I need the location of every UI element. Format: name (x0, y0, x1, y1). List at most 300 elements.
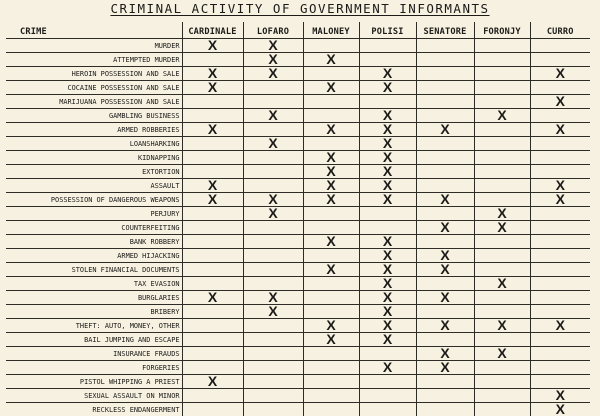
cell-senatore (416, 403, 474, 416)
cell-maloney (303, 263, 359, 277)
cell-cardinale (182, 263, 243, 277)
cell-senatore (416, 235, 474, 249)
cell-curro (530, 207, 590, 221)
x-mark: X (326, 81, 335, 93)
informant-header-curro: CURRO (530, 22, 590, 39)
cell-cardinale (182, 165, 243, 179)
cell-curro (530, 39, 590, 53)
x-mark: X (383, 249, 392, 261)
cell-senatore (416, 207, 474, 221)
crime-label: FORGERIES (6, 361, 182, 375)
table-row (6, 95, 590, 109)
cell-lofaro (243, 291, 303, 305)
x-mark: X (383, 67, 392, 79)
x-mark: X (326, 123, 335, 135)
table-row (6, 235, 590, 249)
cell-maloney (303, 249, 359, 263)
cell-curro (530, 165, 590, 179)
cell-lofaro (243, 165, 303, 179)
x-mark: X (497, 277, 506, 289)
cell-cardinale (182, 333, 243, 347)
cell-senatore (416, 375, 474, 389)
table-row (6, 179, 590, 193)
crime-label: BANK ROBBERY (6, 235, 182, 249)
x-mark: X (497, 221, 506, 233)
cell-senatore (416, 151, 474, 165)
crime-label: EXTORTION (6, 165, 182, 179)
x-mark: X (383, 179, 392, 191)
cell-cardinale (182, 137, 243, 151)
cell-curro (530, 375, 590, 389)
x-mark: X (326, 193, 335, 205)
cell-maloney (303, 67, 359, 81)
cell-maloney (303, 179, 359, 193)
table-row (6, 375, 590, 389)
cell-foronjy (474, 95, 530, 109)
cell-polisi (359, 249, 416, 263)
cell-senatore (416, 333, 474, 347)
x-mark: X (208, 123, 217, 135)
cell-maloney (303, 347, 359, 361)
cell-lofaro (243, 403, 303, 416)
table-row (6, 151, 590, 165)
cell-foronjy (474, 221, 530, 235)
cell-senatore (416, 249, 474, 263)
cell-lofaro (243, 193, 303, 207)
cell-foronjy (474, 151, 530, 165)
x-mark: X (383, 81, 392, 93)
cell-senatore (416, 95, 474, 109)
cell-polisi (359, 95, 416, 109)
table-row (6, 333, 590, 347)
cell-maloney (303, 165, 359, 179)
cell-lofaro (243, 305, 303, 319)
x-mark: X (326, 319, 335, 331)
cell-curro (530, 123, 590, 137)
cell-cardinale (182, 193, 243, 207)
cell-curro (530, 235, 590, 249)
cell-polisi (359, 263, 416, 277)
cell-lofaro (243, 361, 303, 375)
x-mark: X (440, 291, 449, 303)
cell-cardinale (182, 39, 243, 53)
cell-cardinale (182, 305, 243, 319)
cell-cardinale (182, 53, 243, 67)
cell-maloney (303, 333, 359, 347)
x-mark: X (268, 305, 277, 317)
cell-curro (530, 291, 590, 305)
cell-maloney (303, 277, 359, 291)
cell-senatore (416, 347, 474, 361)
cell-curro (530, 67, 590, 81)
cell-curro (530, 319, 590, 333)
cell-cardinale (182, 347, 243, 361)
x-mark: X (383, 319, 392, 331)
informant-header-senatore: SENATORE (416, 22, 474, 39)
x-mark: X (326, 263, 335, 275)
cell-polisi (359, 39, 416, 53)
cell-curro (530, 221, 590, 235)
cell-cardinale (182, 81, 243, 95)
cell-cardinale (182, 291, 243, 305)
table-row (6, 291, 590, 305)
cell-polisi (359, 151, 416, 165)
table-row (6, 347, 590, 361)
cell-curro (530, 403, 590, 416)
x-mark: X (208, 375, 217, 387)
cell-lofaro (243, 207, 303, 221)
cell-polisi (359, 319, 416, 333)
cell-cardinale (182, 179, 243, 193)
x-mark: X (440, 123, 449, 135)
x-mark: X (326, 179, 335, 191)
table-row (6, 81, 590, 95)
cell-cardinale (182, 109, 243, 123)
table-row (6, 389, 590, 403)
x-mark: X (556, 389, 565, 401)
cell-foronjy (474, 403, 530, 416)
crime-label: PERJURY (6, 207, 182, 221)
cell-cardinale (182, 375, 243, 389)
x-mark: X (383, 291, 392, 303)
table-row (6, 109, 590, 123)
cell-lofaro (243, 137, 303, 151)
cell-polisi (359, 193, 416, 207)
informant-header-cardinale: CARDINALE (182, 22, 243, 39)
x-mark: X (268, 207, 277, 219)
cell-lofaro (243, 39, 303, 53)
cell-senatore (416, 361, 474, 375)
cell-lofaro (243, 375, 303, 389)
x-mark: X (383, 193, 392, 205)
crime-label: KIDNAPPING (6, 151, 182, 165)
table-row (6, 53, 590, 67)
crime-label: POSSESSION OF DANGEROUS WEAPONS (6, 193, 182, 207)
cell-maloney (303, 151, 359, 165)
crime-label: ATTEMPTED MURDER (6, 53, 182, 67)
cell-polisi (359, 403, 416, 416)
cell-lofaro (243, 95, 303, 109)
table-row (6, 305, 590, 319)
cell-polisi (359, 221, 416, 235)
x-mark: X (383, 305, 392, 317)
cell-maloney (303, 305, 359, 319)
x-mark: X (440, 263, 449, 275)
informant-header-polisi: POLISI (359, 22, 416, 39)
cell-cardinale (182, 403, 243, 416)
x-mark: X (208, 291, 217, 303)
cell-foronjy (474, 389, 530, 403)
cell-polisi (359, 277, 416, 291)
crime-label: COUNTERFEITING (6, 221, 182, 235)
cell-maloney (303, 53, 359, 67)
crime-label: BURGLARIES (6, 291, 182, 305)
x-mark: X (440, 193, 449, 205)
cell-polisi (359, 291, 416, 305)
cell-foronjy (474, 207, 530, 221)
cell-lofaro (243, 109, 303, 123)
cell-maloney (303, 123, 359, 137)
x-mark: X (497, 207, 506, 219)
cell-maloney (303, 375, 359, 389)
cell-foronjy (474, 123, 530, 137)
cell-foronjy (474, 137, 530, 151)
cell-lofaro (243, 347, 303, 361)
cell-lofaro (243, 263, 303, 277)
cell-foronjy (474, 319, 530, 333)
cell-polisi (359, 123, 416, 137)
cell-foronjy (474, 347, 530, 361)
informant-header-maloney: MALONEY (303, 22, 359, 39)
cell-curro (530, 277, 590, 291)
x-mark: X (440, 249, 449, 261)
x-mark: X (556, 403, 565, 415)
crime-label: GAMBLING BUSINESS (6, 109, 182, 123)
cell-polisi (359, 305, 416, 319)
crime-label: ARMED HIJACKING (6, 249, 182, 263)
cell-lofaro (243, 81, 303, 95)
cell-foronjy (474, 361, 530, 375)
cell-polisi (359, 165, 416, 179)
cell-polisi (359, 67, 416, 81)
cell-senatore (416, 39, 474, 53)
cell-curro (530, 53, 590, 67)
cell-cardinale (182, 277, 243, 291)
cell-cardinale (182, 123, 243, 137)
cell-curro (530, 137, 590, 151)
cell-maloney (303, 95, 359, 109)
x-mark: X (208, 179, 217, 191)
cell-maloney (303, 207, 359, 221)
cell-foronjy (474, 305, 530, 319)
x-mark: X (268, 137, 277, 149)
cell-lofaro (243, 235, 303, 249)
cell-lofaro (243, 333, 303, 347)
cell-lofaro (243, 389, 303, 403)
x-mark: X (556, 95, 565, 107)
cell-foronjy (474, 235, 530, 249)
x-mark: X (268, 109, 277, 121)
cell-foronjy (474, 291, 530, 305)
x-mark: X (383, 165, 392, 177)
crime-label: THEFT: AUTO, MONEY, OTHER (6, 319, 182, 333)
cell-lofaro (243, 249, 303, 263)
x-mark: X (383, 151, 392, 163)
cell-polisi (359, 137, 416, 151)
crime-label: TAX EVASION (6, 277, 182, 291)
cell-senatore (416, 221, 474, 235)
x-mark: X (268, 39, 277, 51)
cell-maloney (303, 109, 359, 123)
x-mark: X (440, 347, 449, 359)
cell-curro (530, 361, 590, 375)
crime-label: ASSAULT (6, 179, 182, 193)
cell-senatore (416, 319, 474, 333)
cell-senatore (416, 305, 474, 319)
cell-polisi (359, 347, 416, 361)
x-mark: X (556, 67, 565, 79)
x-mark: X (383, 263, 392, 275)
cell-senatore (416, 53, 474, 67)
cell-lofaro (243, 319, 303, 333)
cell-cardinale (182, 249, 243, 263)
cell-polisi (359, 179, 416, 193)
cell-cardinale (182, 207, 243, 221)
cell-maloney (303, 389, 359, 403)
cell-polisi (359, 81, 416, 95)
cell-curro (530, 151, 590, 165)
crime-label: RECKLESS ENDANGERMENT (6, 403, 182, 416)
cell-curro (530, 305, 590, 319)
x-mark: X (556, 123, 565, 135)
crime-label: STOLEN FINANCIAL DOCUMENTS (6, 263, 182, 277)
x-mark: X (383, 333, 392, 345)
cell-polisi (359, 207, 416, 221)
table-row (6, 39, 590, 53)
cell-lofaro (243, 277, 303, 291)
x-mark: X (208, 81, 217, 93)
cell-cardinale (182, 389, 243, 403)
cell-foronjy (474, 109, 530, 123)
x-mark: X (440, 221, 449, 233)
crime-label: SEXUAL ASSAULT ON MINOR (6, 389, 182, 403)
x-mark: X (556, 319, 565, 331)
x-mark: X (497, 319, 506, 331)
cell-curro (530, 347, 590, 361)
table-row (6, 221, 590, 235)
cell-foronjy (474, 53, 530, 67)
cell-curro (530, 389, 590, 403)
table-row (6, 249, 590, 263)
cell-senatore (416, 109, 474, 123)
cell-lofaro (243, 123, 303, 137)
cell-foronjy (474, 263, 530, 277)
informant-header-foronjy: FORONJY (474, 22, 530, 39)
crime-column-header: CRIME (6, 22, 182, 39)
cell-polisi (359, 53, 416, 67)
x-mark: X (383, 137, 392, 149)
table-row (6, 277, 590, 291)
cell-cardinale (182, 221, 243, 235)
cell-foronjy (474, 81, 530, 95)
cell-foronjy (474, 39, 530, 53)
cell-lofaro (243, 179, 303, 193)
cell-polisi (359, 109, 416, 123)
cell-senatore (416, 291, 474, 305)
cell-lofaro (243, 221, 303, 235)
cell-polisi (359, 389, 416, 403)
x-mark: X (383, 277, 392, 289)
crime-label: INSURANCE FRAUDS (6, 347, 182, 361)
cell-lofaro (243, 53, 303, 67)
crime-label: COCAINE POSSESSION AND SALE (6, 81, 182, 95)
cell-cardinale (182, 151, 243, 165)
x-mark: X (268, 291, 277, 303)
crime-label: HEROIN POSSESSION AND SALE (6, 67, 182, 81)
crime-label: PISTOL WHIPPING A PRIEST (6, 375, 182, 389)
cell-curro (530, 263, 590, 277)
cell-curro (530, 333, 590, 347)
x-mark: X (383, 123, 392, 135)
x-mark: X (556, 179, 565, 191)
cell-senatore (416, 263, 474, 277)
cell-senatore (416, 179, 474, 193)
cell-maloney (303, 221, 359, 235)
cell-maloney (303, 319, 359, 333)
x-mark: X (440, 319, 449, 331)
x-mark: X (383, 109, 392, 121)
table-row (6, 263, 590, 277)
header-row (6, 22, 590, 39)
x-mark: X (326, 165, 335, 177)
cell-senatore (416, 277, 474, 291)
table-row (6, 67, 590, 81)
cell-senatore (416, 165, 474, 179)
x-mark: X (383, 235, 392, 247)
cell-foronjy (474, 67, 530, 81)
informant-crime-table (6, 22, 590, 416)
cell-maloney (303, 361, 359, 375)
cell-foronjy (474, 277, 530, 291)
x-mark: X (497, 347, 506, 359)
cell-cardinale (182, 361, 243, 375)
cell-curro (530, 193, 590, 207)
cell-polisi (359, 333, 416, 347)
cell-maloney (303, 291, 359, 305)
cell-maloney (303, 137, 359, 151)
cell-curro (530, 81, 590, 95)
cell-lofaro (243, 67, 303, 81)
cell-foronjy (474, 179, 530, 193)
cell-senatore (416, 389, 474, 403)
cell-curro (530, 249, 590, 263)
cell-senatore (416, 123, 474, 137)
crime-label: BAIL JUMPING AND ESCAPE (6, 333, 182, 347)
table-row (6, 123, 590, 137)
cell-maloney (303, 81, 359, 95)
document-title: CRIMINAL ACTIVITY OF GOVERNMENT INFORMANTS (0, 1, 600, 16)
cell-cardinale (182, 235, 243, 249)
table-row (6, 165, 590, 179)
x-mark: X (208, 193, 217, 205)
cell-polisi (359, 235, 416, 249)
table-body (6, 39, 590, 416)
cell-maloney (303, 39, 359, 53)
crime-label: MURDER (6, 39, 182, 53)
x-mark: X (268, 53, 277, 65)
cell-maloney (303, 403, 359, 416)
cell-polisi (359, 375, 416, 389)
x-mark: X (497, 109, 506, 121)
cell-foronjy (474, 193, 530, 207)
cell-maloney (303, 193, 359, 207)
cell-maloney (303, 235, 359, 249)
crime-label: ARMED ROBBERIES (6, 123, 182, 137)
crime-label: BRIBERY (6, 305, 182, 319)
cell-cardinale (182, 67, 243, 81)
x-mark: X (268, 67, 277, 79)
cell-curro (530, 109, 590, 123)
cell-lofaro (243, 151, 303, 165)
cell-foronjy (474, 249, 530, 263)
x-mark: X (326, 151, 335, 163)
table-row (6, 193, 590, 207)
cell-senatore (416, 67, 474, 81)
cell-senatore (416, 137, 474, 151)
cell-senatore (416, 81, 474, 95)
crime-label: MARIJUANA POSSESSION AND SALE (6, 95, 182, 109)
informant-header-lofaro: LOFARO (243, 22, 303, 39)
